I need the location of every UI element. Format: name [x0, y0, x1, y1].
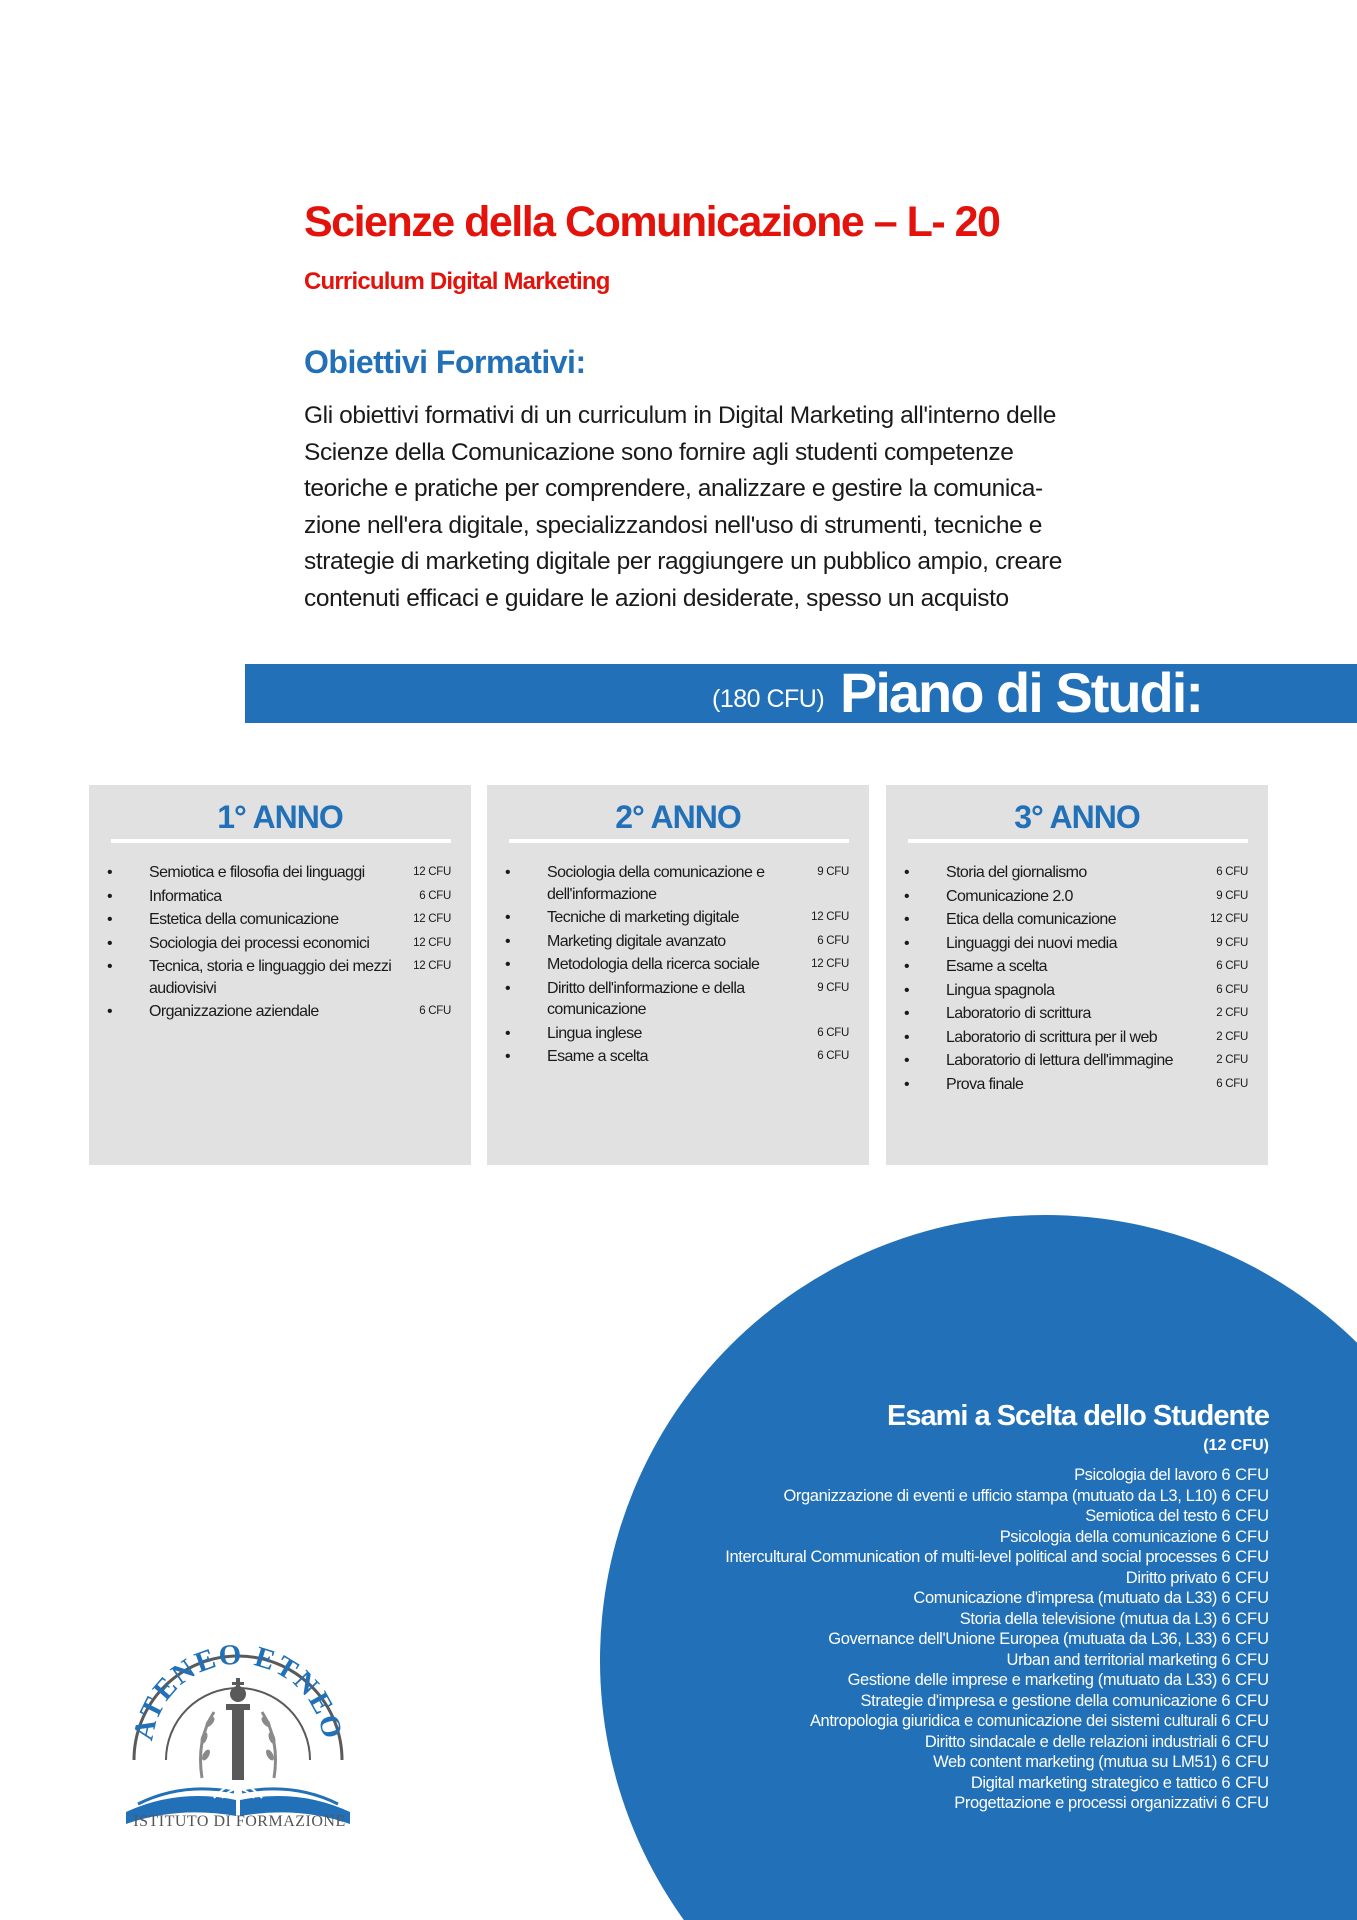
course-name: Esame a scelta	[547, 1048, 648, 1065]
elective-cfu: 6 CFU	[1221, 1712, 1269, 1730]
year-title: 1° ANNO	[217, 799, 343, 835]
course-name: Linguaggi dei nuovi media	[946, 934, 1117, 952]
elective-item	[725, 1610, 1269, 1631]
course-name: Semiotica e filosofia dei linguaggi	[149, 864, 365, 881]
course-name: Laboratorio di scrittura per il web	[946, 1028, 1158, 1046]
bullet: •	[107, 958, 113, 975]
course-cfu: 12 CFU	[413, 866, 451, 878]
course-name: Lingua spagnola	[946, 981, 1055, 999]
course-item	[505, 1023, 849, 1045]
elective-cfu: 6 CFU	[1221, 1630, 1269, 1648]
elective-name: Governance dell'Unione Europea (mutuata da L36, L33)	[828, 1630, 1217, 1648]
course-cfu: 9 CFU	[817, 866, 849, 878]
year-3-box	[886, 785, 1268, 1165]
bullet: •	[107, 911, 113, 928]
course-name: Estetica della comunicazione	[149, 911, 339, 928]
bullet: •	[904, 958, 910, 975]
course-cfu: 9 CFU	[817, 981, 849, 994]
elective-name: Comunicazione d'impresa (mutuato da L33)	[913, 1589, 1217, 1607]
elective-item	[725, 1733, 1269, 1754]
course-name: Esame a scelta	[946, 958, 1047, 975]
bullet: •	[904, 1075, 910, 1093]
elective-item	[725, 1794, 1269, 1815]
course-list	[904, 862, 1248, 1097]
elective-item	[725, 1753, 1269, 1774]
elective-cfu: 6 CFU	[1221, 1548, 1269, 1566]
bullet: •	[107, 934, 113, 952]
elective-name: Semiotica del testo	[1085, 1507, 1217, 1525]
elective-name: Digital marketing strategico e tattico	[970, 1773, 1217, 1792]
elective-cfu: 6 CFU	[1221, 1568, 1269, 1587]
course-cfu: 6 CFU	[817, 934, 849, 947]
bullet: •	[505, 932, 511, 950]
objectives-line: teoriche e pratiche per comprendere, analizzare e gestire la comunica-	[304, 475, 1043, 503]
elective-item	[725, 1774, 1269, 1795]
elective-name: Diritto privato	[1125, 1568, 1217, 1587]
course-item	[505, 931, 849, 953]
divider	[509, 839, 849, 843]
course-item	[904, 1003, 1248, 1025]
elective-item	[725, 1569, 1269, 1590]
ateneo-etneo-logo	[118, 1620, 358, 1840]
objectives-line: zione nell'era digitale, specializzandosi nell'uso di strumenti, tecniche e	[304, 511, 1042, 539]
course-name: Diritto dell'informazione e della comunicazione	[547, 979, 745, 1018]
course-name: Etica della comunicazione	[946, 911, 1116, 928]
course-cfu: 12 CFU	[1210, 913, 1248, 925]
electives-list	[725, 1466, 1269, 1815]
divider	[908, 839, 1248, 843]
course-name: Storia del giornalismo	[946, 864, 1087, 881]
page-title: Scienze della Comunicazione – L- 20	[304, 198, 1000, 246]
bullet: •	[505, 864, 511, 881]
course-name: Tecnica, storia e linguaggio dei mezzi audiovisivi	[149, 958, 392, 997]
course-cfu: 2 CFU	[1216, 1054, 1248, 1066]
course-cfu: 6 CFU	[817, 1050, 849, 1062]
elective-item	[725, 1466, 1269, 1487]
course-cfu: 12 CFU	[811, 911, 849, 923]
elective-item	[725, 1589, 1269, 1610]
logo-arc-text: ATENEO ETNEO	[127, 1638, 349, 1744]
elective-cfu: 6 CFU	[1221, 1773, 1269, 1792]
course-name: Marketing digitale avanzato	[547, 932, 726, 950]
bullet: •	[904, 934, 910, 952]
objectives-line: contenuti efficaci e guidare le azioni desiderate, spesso un acquisto	[304, 584, 1009, 612]
objectives-line: Gli obiettivi formativi di un curriculum in Digital Marketing all'interno delle	[304, 402, 1056, 429]
bullet: •	[505, 1024, 511, 1042]
course-cfu: 6 CFU	[1216, 960, 1248, 972]
elective-cfu: 6 CFU	[1221, 1589, 1269, 1607]
course-item	[107, 956, 451, 999]
course-item	[904, 909, 1248, 931]
elective-name: Psicologia della comunicazione	[999, 1527, 1217, 1546]
bullet: •	[505, 909, 511, 926]
elective-name: Gestione delle imprese e marketing (mutuato da L33)	[847, 1671, 1217, 1689]
bullet: •	[505, 1048, 511, 1065]
elective-cfu: 6 CFU	[1221, 1671, 1269, 1689]
course-cfu: 12 CFU	[413, 960, 451, 972]
course-cfu: 6 CFU	[419, 889, 451, 902]
elective-name: Organizzazione di eventi e ufficio stampa (mutuato da L3, L10)	[783, 1486, 1217, 1505]
course-item	[505, 954, 849, 976]
objectives-heading: Obiettivi Formativi:	[304, 344, 586, 380]
elective-name: Antropologia giuridica e comunicazione dei sistemi culturali	[809, 1712, 1217, 1730]
electives-subtitle: (12 CFU)	[1203, 1437, 1269, 1454]
elective-cfu: 6 CFU	[1221, 1650, 1269, 1669]
course-item	[904, 862, 1248, 884]
elective-item	[725, 1651, 1269, 1672]
course-name: Laboratorio di lettura dell'immagine	[946, 1052, 1173, 1069]
course-name: Metodologia della ricerca sociale	[547, 956, 760, 973]
elective-cfu: 6 CFU	[1221, 1527, 1269, 1546]
course-name: Informatica	[149, 887, 222, 905]
elective-item	[725, 1692, 1269, 1713]
elective-name: Diritto sindacale e delle relazioni industriali	[924, 1732, 1217, 1751]
course-item	[505, 862, 849, 905]
course-item	[904, 956, 1248, 978]
course-cfu: 9 CFU	[1216, 889, 1248, 902]
bullet: •	[904, 864, 910, 881]
year-title: 3° ANNO	[1014, 799, 1140, 835]
course-name: Organizzazione aziendale	[149, 1003, 319, 1020]
bullet: •	[904, 981, 910, 999]
bullet: •	[904, 1052, 910, 1069]
year-2-box	[487, 785, 869, 1165]
course-item	[505, 907, 849, 929]
course-item	[904, 1027, 1248, 1049]
course-item	[107, 933, 451, 955]
course-list	[107, 862, 451, 1025]
elective-cfu: 6 CFU	[1221, 1753, 1269, 1771]
elective-cfu: 6 CFU	[1221, 1732, 1269, 1751]
elective-cfu: 6 CFU	[1221, 1609, 1269, 1628]
course-cfu: 6 CFU	[817, 1026, 849, 1039]
elective-cfu: 6 CFU	[1221, 1466, 1269, 1484]
study-plan-title: Piano di Studi:	[840, 661, 1202, 724]
course-item	[904, 1050, 1248, 1072]
course-item	[505, 1046, 849, 1068]
bullet: •	[107, 864, 113, 881]
study-plan-cfu: (180 CFU)	[712, 685, 825, 713]
elective-name: Psicologia del lavoro	[1074, 1466, 1217, 1484]
bullet: •	[904, 887, 910, 905]
elective-item	[725, 1630, 1269, 1651]
electives-title: Esami a Scelta dello Studente	[887, 1400, 1269, 1432]
elective-item	[725, 1528, 1269, 1549]
elective-name: Strategie d'impresa e gestione della comunicazione	[860, 1691, 1217, 1710]
elective-item	[725, 1548, 1269, 1569]
divider	[111, 839, 451, 843]
elective-name: Progettazione e processi organizzativi	[954, 1794, 1217, 1812]
course-cfu: 12 CFU	[413, 936, 451, 949]
course-cfu: 2 CFU	[1216, 1030, 1248, 1043]
course-cfu: 2 CFU	[1216, 1007, 1248, 1019]
course-item	[107, 862, 451, 884]
course-name: Lingua inglese	[547, 1024, 642, 1042]
objectives-line: Scienze della Comunicazione sono fornire agli studenti competenze	[304, 438, 1014, 466]
course-cfu: 12 CFU	[811, 958, 849, 970]
elective-name: Web content marketing (mutua su LM51)	[933, 1753, 1217, 1771]
year-title: 2° ANNO	[615, 799, 741, 835]
course-item	[107, 909, 451, 931]
objectives-text	[304, 398, 1164, 618]
elective-name: Intercultural Communication of multi-level political and social processes	[725, 1548, 1217, 1566]
bullet: •	[904, 1028, 910, 1046]
course-item	[107, 1001, 451, 1023]
elective-cfu: 6 CFU	[1221, 1507, 1269, 1525]
course-item	[904, 1074, 1248, 1096]
bullet: •	[505, 956, 511, 973]
logo-caption: ISTITUTO DI FORMAZIONE	[133, 1813, 346, 1830]
elective-item	[725, 1487, 1269, 1508]
elective-cfu: 6 CFU	[1221, 1486, 1269, 1505]
course-item	[904, 933, 1248, 955]
course-cfu: 6 CFU	[1216, 866, 1248, 878]
course-cfu: 6 CFU	[1216, 983, 1248, 996]
course-cfu: 6 CFU	[1216, 1077, 1248, 1090]
elective-item	[725, 1712, 1269, 1733]
course-item	[107, 886, 451, 908]
course-cfu: 9 CFU	[1216, 936, 1248, 949]
course-item	[904, 980, 1248, 1002]
course-name: Prova finale	[946, 1075, 1024, 1093]
course-item	[505, 978, 849, 1021]
elective-item	[725, 1507, 1269, 1528]
bullet: •	[904, 911, 910, 928]
elective-item	[725, 1671, 1269, 1692]
objectives-line: strategie di marketing digitale per raggiungere un pubblico ampio, creare	[304, 548, 1062, 576]
bullet: •	[107, 1003, 113, 1020]
course-cfu: 12 CFU	[413, 913, 451, 925]
course-name: Tecniche di marketing digitale	[547, 909, 739, 926]
course-name: Laboratorio di scrittura	[946, 1005, 1091, 1022]
course-cfu: 6 CFU	[419, 1005, 451, 1017]
course-name: Comunicazione 2.0	[946, 887, 1073, 905]
elective-name: Storia della televisione (mutua da L3)	[959, 1609, 1217, 1628]
page-subtitle: Curriculum Digital Marketing	[304, 268, 610, 295]
year-1-box	[89, 785, 471, 1165]
course-item	[904, 886, 1248, 908]
course-list	[505, 862, 849, 1070]
bullet: •	[505, 979, 511, 997]
bullet: •	[107, 887, 113, 905]
course-name: Sociologia della comunicazione e dell'informazione	[547, 864, 765, 903]
elective-name: Urban and territorial marketing	[1006, 1650, 1217, 1669]
course-name: Sociologia dei processi economici	[149, 934, 370, 952]
elective-cfu: 6 CFU	[1221, 1691, 1269, 1710]
elective-cfu: 6 CFU	[1221, 1794, 1269, 1812]
bullet: •	[904, 1005, 910, 1022]
